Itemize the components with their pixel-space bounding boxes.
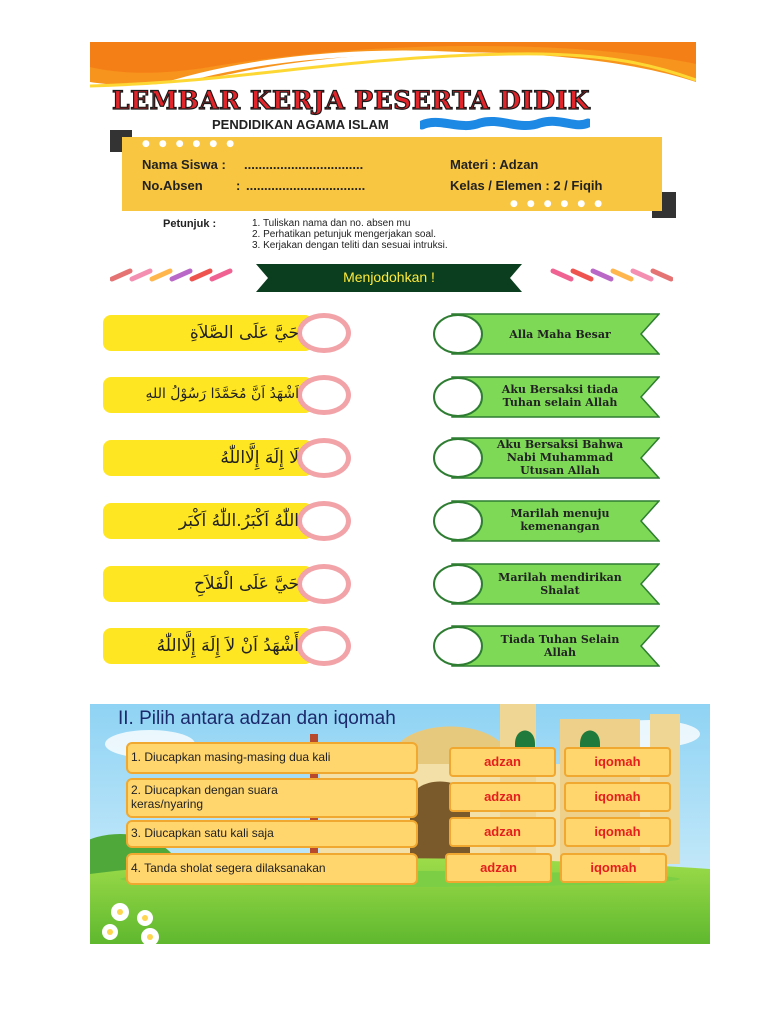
decor-dots: ●●●●●● bbox=[510, 199, 612, 209]
option-adzan-button[interactable]: adzan bbox=[445, 853, 552, 883]
match-circle[interactable] bbox=[297, 375, 351, 415]
student-info-box bbox=[122, 137, 662, 211]
page-title: LEMBAR KERJA PESERTA DIDIK bbox=[112, 86, 590, 115]
meaning-text: Alla Maha Besar bbox=[509, 328, 611, 341]
arabic-phrase: اَشْهَدُ اَنَّ مُحَمَّدًا رَسُوْلُ اللهِ bbox=[145, 386, 299, 402]
option-iqomah-button[interactable]: iqomah bbox=[564, 747, 671, 777]
decor-dots: ●●●●●● bbox=[142, 139, 244, 149]
question-text: 3. Diucapkan satu kali saja bbox=[131, 826, 274, 840]
section-heading: Menjodohkan ! bbox=[343, 269, 435, 285]
arabic-phrase: أَشْهَدُ اَنْ لاَ إِلَهَ إِلَّااللّٰهُ bbox=[156, 636, 299, 656]
match-circle[interactable] bbox=[297, 564, 351, 604]
kelas-text: Kelas / Elemen : 2 / Fiqih bbox=[450, 178, 603, 193]
match-circle[interactable] bbox=[297, 626, 351, 666]
instruction-line: 1. Tuliskan nama dan no. absen mu bbox=[252, 218, 411, 229]
meaning-text: Aku Bersaksi Bahwa Nabi Muhammad Utusan Allah bbox=[496, 438, 624, 477]
arabic-phrase: حَيَّ عَلَى الْفَلاَحِ bbox=[193, 574, 299, 594]
pencils-decoration-left bbox=[110, 267, 235, 287]
question-text: 4. Tanda sholat segera dilaksanakan bbox=[131, 861, 326, 875]
option-adzan-button[interactable]: adzan bbox=[449, 817, 556, 847]
question-text: 1. Diucapkan masing-masing dua kali bbox=[131, 750, 331, 764]
absen-label: No.Absen bbox=[142, 178, 203, 193]
match-circle[interactable] bbox=[297, 313, 351, 353]
meaning-text: Tiada Tuhan Selain Allah bbox=[500, 633, 620, 659]
match-circle[interactable] bbox=[297, 501, 351, 541]
arabic-phrase: اللّٰهُ اَكْبَرُ.اللّٰهُ اَكْبَر bbox=[178, 511, 299, 531]
materi-text: Materi : Adzan bbox=[450, 157, 539, 172]
section-2-title: II. Pilih antara adzan dan iqomah bbox=[118, 708, 396, 729]
instruction-line: 3. Kerjakan dengan teliti dan sesuai intruksi. bbox=[252, 240, 448, 251]
nama-label: Nama Siswa : bbox=[142, 157, 226, 172]
option-iqomah-button[interactable]: iqomah bbox=[564, 782, 671, 812]
option-adzan-button[interactable]: adzan bbox=[449, 747, 556, 777]
redaction-scribble bbox=[420, 115, 590, 133]
meaning-text: Aku Bersaksi tiada Tuhan selain Allah bbox=[501, 383, 619, 409]
meaning-text: Marilah mendirikan Shalat bbox=[498, 571, 622, 597]
subject-subtitle: PENDIDIKAN AGAMA ISLAM bbox=[212, 117, 389, 132]
instruction-line: 2. Perhatikan petunjuk mengerjakan soal. bbox=[252, 229, 437, 240]
option-iqomah-button[interactable]: iqomah bbox=[564, 817, 671, 847]
instructions-label: Petunjuk : bbox=[163, 218, 217, 230]
meaning-text: Marilah menuju kemenangan bbox=[510, 507, 610, 533]
match-circle[interactable] bbox=[297, 438, 351, 478]
option-adzan-button[interactable]: adzan bbox=[449, 782, 556, 812]
absen-field[interactable]: ................................. bbox=[246, 178, 366, 193]
arabic-phrase: حَيَّ عَلَى الصَّلاَةِ bbox=[189, 323, 299, 343]
question-text: 2. Diucapkan dengan suara keras/nyaring bbox=[131, 783, 278, 811]
nama-field[interactable]: ................................. bbox=[244, 157, 364, 172]
option-iqomah-button[interactable]: iqomah bbox=[560, 853, 667, 883]
absen-colon: : bbox=[236, 178, 241, 193]
arabic-phrase: لَا إِلَهَ إِلَّااللّٰهُ bbox=[220, 448, 299, 468]
pencils-decoration-right bbox=[548, 267, 673, 287]
